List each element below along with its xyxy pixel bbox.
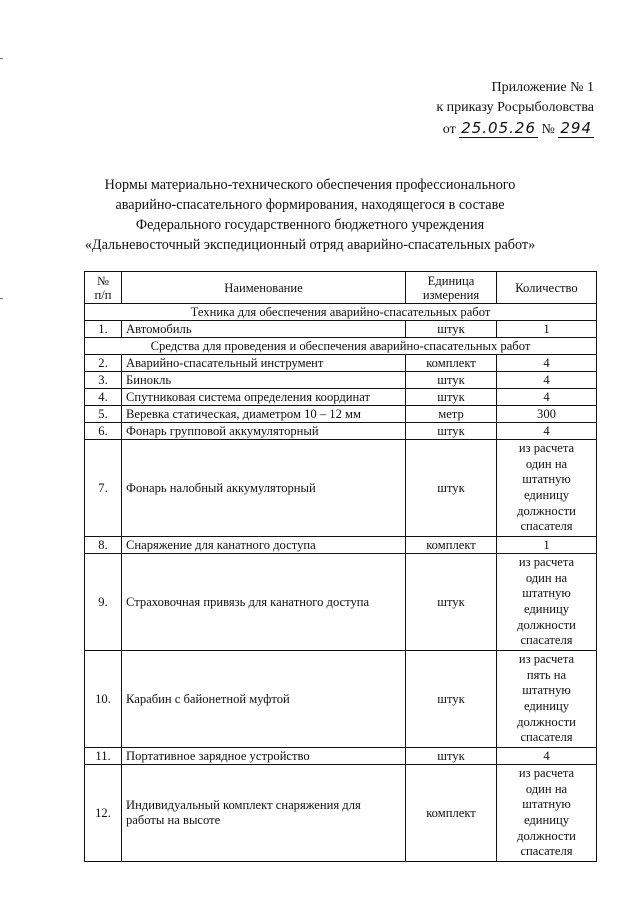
row-unit: штук [406, 554, 497, 651]
section-heading: Средства для проведения и обеспечения аварийно-спасательных работ [85, 338, 597, 355]
row-quantity [497, 554, 597, 651]
row-name: Фонарь групповой аккумуляторный [122, 423, 406, 440]
quantity-line: один на [525, 456, 568, 471]
handwritten-number: 294 [560, 119, 592, 137]
row-unit: комплект [406, 355, 497, 372]
quantity-line: из расчета [518, 765, 575, 780]
row-quantity [497, 765, 597, 862]
appendix-block [372, 78, 594, 140]
row-quantity: 4 [497, 423, 597, 440]
header-name: Наименование [122, 272, 406, 304]
row-unit: комплект [406, 765, 497, 862]
row-number: 12. [85, 765, 122, 862]
row-name: Карабин с байонетной муфтой [122, 651, 406, 748]
table-row [85, 537, 597, 554]
quantity-line: спасателя [520, 519, 573, 534]
row-number: 9. [85, 554, 122, 651]
row-quantity: 300 [497, 406, 597, 423]
quantity-line: из расчета [518, 651, 575, 666]
row-name: Аварийно-спасательный инструмент [122, 355, 406, 372]
row-quantity [497, 440, 597, 537]
table-row [85, 423, 597, 440]
row-name: Веревка статическая, диаметром 10 – 12 мм [122, 406, 406, 423]
row-name: Индивидуальный комплект снаряжения для работы на высоте [122, 765, 406, 862]
title-line-2: аварийно-спасательного формирования, находящегося в составе [115, 197, 505, 213]
quantity-line: единицу [523, 813, 570, 827]
row-number: 6. [85, 423, 122, 440]
table-row [85, 651, 597, 748]
quantity-line: штатную [522, 472, 571, 487]
table-row [85, 765, 597, 862]
row-name: Снаряжение для канатного доступа [122, 537, 406, 554]
row-number: 1. [85, 321, 122, 338]
table-row [85, 372, 597, 389]
quantity-line: должности [517, 503, 576, 518]
handwritten-date: 25.05.26 [461, 119, 536, 137]
header-num-line-1: № [96, 273, 110, 288]
header-num [85, 272, 122, 304]
quantity-line: штатную [522, 586, 571, 601]
row-quantity [497, 651, 597, 748]
header-unit-line-2: измерения [422, 287, 480, 302]
quantity-line: из расчета [518, 440, 575, 455]
quantity-line: один на [525, 781, 568, 796]
quantity-line: из расчета [518, 554, 575, 569]
number-prefix: № [541, 122, 555, 137]
row-unit: штук [406, 389, 497, 406]
row-unit: штук [406, 372, 497, 389]
quantity-line: единицу [523, 488, 570, 502]
header-qty: Количество [497, 272, 597, 304]
document-title [80, 175, 540, 255]
header-num-line-2: п/п [94, 287, 112, 302]
table-row [85, 321, 597, 338]
row-number: 4. [85, 389, 122, 406]
order-date-line [372, 118, 594, 140]
row-number: 8. [85, 537, 122, 554]
scan-edge-mark [0, 58, 3, 59]
appendix-line-1: Приложение № 1 [491, 80, 594, 95]
row-unit: штук [406, 423, 497, 440]
row-quantity: 4 [497, 389, 597, 406]
row-name: Страховочная привязь для канатного доступа [122, 554, 406, 651]
row-unit: штук [406, 651, 497, 748]
row-unit: штук [406, 440, 497, 537]
quantity-line: спасателя [520, 633, 573, 648]
quantity-line: должности [517, 617, 576, 632]
appendix-line-2: к приказу Росрыболовства [436, 100, 594, 115]
quantity-line: спасателя [520, 844, 573, 859]
quantity-line: единицу [523, 602, 570, 616]
table-body [85, 304, 597, 862]
row-quantity: 4 [497, 748, 597, 765]
table-row [85, 355, 597, 372]
quantity-line: штатную [522, 797, 571, 812]
quantity-line: единицу [523, 699, 570, 713]
row-name: Автомобиль [122, 321, 406, 338]
date-prefix: от [442, 122, 456, 137]
row-unit: штук [406, 748, 497, 765]
row-name: Бинокль [122, 372, 406, 389]
row-number: 10. [85, 651, 122, 748]
row-unit: комплект [406, 537, 497, 554]
section-row [85, 304, 597, 321]
quantity-line: штатную [522, 683, 571, 698]
row-quantity: 4 [497, 355, 597, 372]
row-number: 3. [85, 372, 122, 389]
scan-edge-mark [0, 298, 3, 299]
table-row [85, 389, 597, 406]
row-quantity: 4 [497, 372, 597, 389]
title-line-4: «Дальневосточный экспедиционный отряд аварийно-спасательных работ» [84, 237, 536, 253]
row-unit: метр [406, 406, 497, 423]
section-row [85, 338, 597, 355]
quantity-line: должности [517, 714, 576, 729]
row-number: 2. [85, 355, 122, 372]
quantity-line: один на [525, 570, 568, 585]
quantity-line: спасателя [520, 730, 573, 745]
row-quantity: 1 [497, 537, 597, 554]
row-name: Фонарь налобный аккумуляторный [122, 440, 406, 537]
row-quantity: 1 [497, 321, 597, 338]
table-row [85, 440, 597, 537]
quantity-line: должности [517, 828, 576, 843]
row-unit: штук [406, 321, 497, 338]
section-heading: Техника для обеспечения аварийно-спасательных работ [85, 304, 597, 321]
header-unit [406, 272, 497, 304]
row-name: Спутниковая система определения координат [122, 389, 406, 406]
table-row [85, 406, 597, 423]
header-unit-line-1: Единица [427, 273, 475, 288]
row-number: 5. [85, 406, 122, 423]
table-row [85, 554, 597, 651]
row-number: 11. [85, 748, 122, 765]
title-line-1: Нормы материально-технического обеспечения профессионального [104, 177, 516, 193]
row-name: Портативное зарядное устройство [122, 748, 406, 765]
norms-table [84, 271, 597, 862]
title-line-3: Федерального государственного бюджетного учреждения [135, 217, 485, 233]
quantity-line: пять на [526, 667, 567, 682]
row-number: 7. [85, 440, 122, 537]
table-row [85, 748, 597, 765]
table-header-row [85, 272, 597, 304]
